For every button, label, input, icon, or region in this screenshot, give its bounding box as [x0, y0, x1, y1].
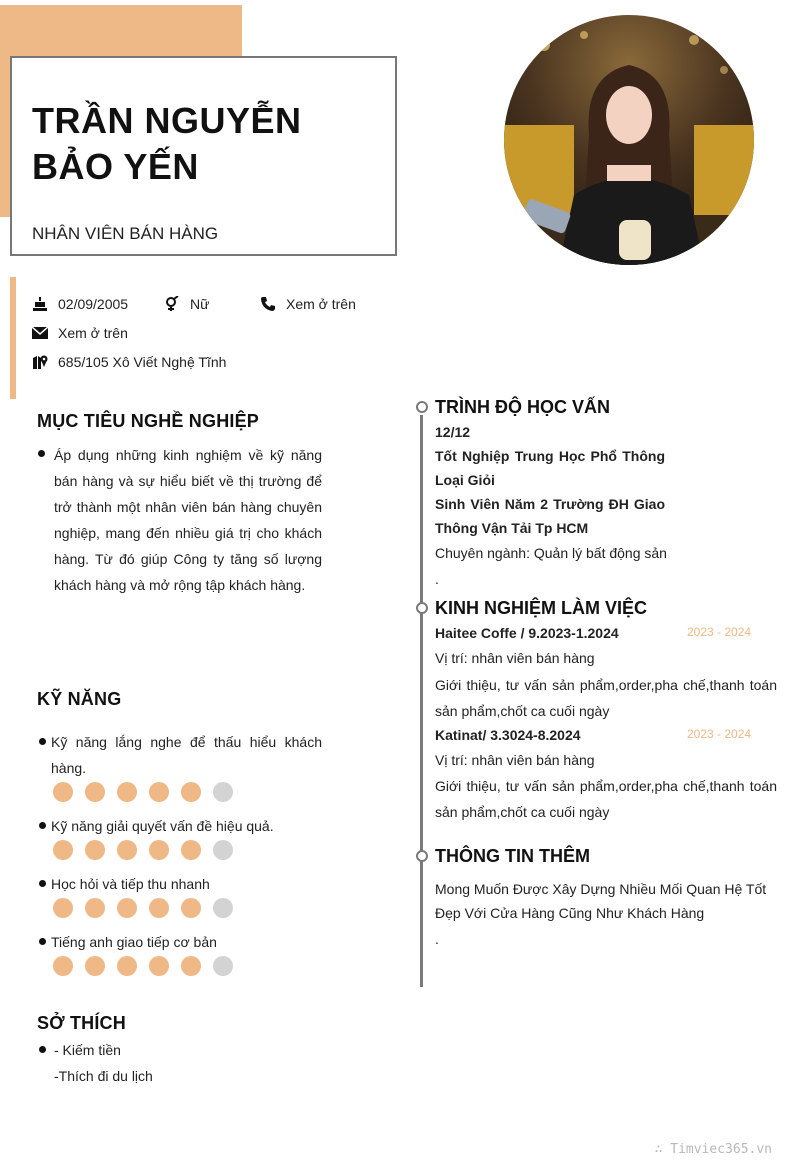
rating-dot-filled	[53, 782, 73, 802]
contact-address	[31, 353, 226, 371]
rating-dot-filled	[181, 956, 201, 976]
contact-gender	[163, 295, 209, 313]
job-description: Giới thiệu, tư vấn sản phẩm,order,pha chế,thanh toán sản phẩm,chốt ca cuối ngày	[435, 778, 777, 820]
additional-text: Mong Muốn Được Xây Dựng Nhiều Mối Quan Hệ Tốt Đẹp Với Cửa Hàng Cũng Như Khách Hàng	[435, 881, 767, 921]
skill-bullet	[39, 880, 46, 887]
contact-email	[31, 324, 128, 342]
education-heading: TRÌNH ĐỘ HỌC VẤN	[435, 397, 610, 417]
candidate-name: TRẦN NGUYỄN BẢO YẾN	[32, 100, 302, 187]
education-school: Tốt Nghiệp Trung Học Phổ Thông Loại Giỏi	[435, 448, 665, 488]
skill-bullet	[39, 938, 46, 945]
skill-rating	[53, 782, 233, 802]
education-grade: 12/12	[435, 424, 471, 440]
address-text: 685/105 Xô Viết Nghệ Tĩnh	[58, 354, 227, 370]
map-pin-icon	[31, 353, 49, 371]
skill-bullet	[39, 822, 46, 829]
envelope-icon	[31, 324, 49, 342]
hobby-bullet	[39, 1046, 46, 1053]
phone-text: Xem ở trên	[286, 296, 356, 312]
rating-dot-filled	[53, 956, 73, 976]
skill-label: Kỹ năng lắng nghe để thấu hiểu khách hàng.	[51, 734, 322, 776]
job-years: 2023 - 2024	[687, 727, 752, 741]
profile-photo	[504, 15, 754, 265]
rating-dot-empty	[213, 840, 233, 860]
rating-dot-filled	[53, 898, 73, 918]
rating-dot-filled	[181, 782, 201, 802]
skill-label: Học hỏi và tiếp thu nhanh	[51, 876, 210, 892]
rating-dot-filled	[149, 782, 169, 802]
job-description: Giới thiệu, tư vấn sản phẩm,order,pha chế,thanh toán sản phẩm,chốt ca cuối ngày	[435, 677, 777, 719]
name-box	[10, 56, 397, 256]
watermark: ∴ Timviec365.vn	[654, 1142, 772, 1157]
rating-dot-filled	[117, 840, 137, 860]
job-years: 2023 - 2024	[687, 625, 752, 639]
rating-dot-filled	[181, 898, 201, 918]
gender-text: Nữ	[190, 296, 210, 312]
rating-dot-filled	[85, 956, 105, 976]
skill-label: Kỹ năng giải quyết vấn đề hiệu quả.	[51, 818, 274, 834]
job-position: Vị trí: nhân viên bán hàng	[435, 752, 595, 768]
timeline-dot	[416, 850, 428, 862]
objective-text: Áp dụng những kinh nghiệm về kỹ năng bán hàng và sự hiểu biết về thị trường để trở thành một nhân viên bán hàng chuyên nghiệp, mang đến nhiều giá trị cho khách hàng. Từ đó giúp Công ty tăng số lượng khách hàng và mở rộng tập khách hàng.	[54, 447, 322, 593]
job-position: Vị trí: nhân viên bán hàng	[435, 650, 595, 666]
timeline-dot	[416, 602, 428, 614]
skill-rating	[53, 840, 233, 860]
cake-icon	[31, 295, 49, 313]
rating-dot-filled	[117, 782, 137, 802]
rating-dot-filled	[85, 782, 105, 802]
rating-dot-filled	[53, 840, 73, 860]
skill-bullet	[39, 738, 46, 745]
watermark-text: Timviec365.vn	[670, 1142, 772, 1157]
email-text: Xem ở trên	[58, 325, 128, 341]
rating-dot-empty	[213, 956, 233, 976]
education-major: Chuyên ngành: Quản lý bất động sản	[435, 545, 667, 561]
contact-phone	[259, 295, 356, 313]
rating-dot-empty	[213, 782, 233, 802]
skill-rating	[53, 898, 233, 918]
rating-dot-filled	[117, 956, 137, 976]
hobbies-heading: SỞ THÍCH	[37, 1013, 126, 1033]
job-title: NHÂN VIÊN BÁN HÀNG	[32, 224, 219, 243]
additional-trailing-dot: .	[435, 931, 439, 947]
rating-dot-filled	[117, 898, 137, 918]
skill-label: Tiếng anh giao tiếp cơ bản	[51, 934, 217, 950]
contact-accent-bar	[10, 277, 16, 399]
gender-icon	[163, 295, 181, 313]
skill-rating	[53, 956, 233, 976]
education-university: Sinh Viên Năm 2 Trường ĐH Giao Thông Vận Tải Tp HCM	[435, 496, 665, 536]
hobby-line: - Kiếm tiền	[54, 1042, 121, 1058]
objective-bullet	[38, 450, 45, 457]
job-company: Haitee Coffe / 9.2023-1.2024	[435, 625, 619, 641]
timeline-line	[420, 415, 423, 987]
skills-heading: KỸ NĂNG	[37, 689, 122, 709]
timeline-dot	[416, 401, 428, 413]
education-trailing-dot: .	[435, 571, 439, 587]
contact-birthday	[31, 295, 128, 313]
job-company: Katinat/ 3.3024-8.2024	[435, 727, 581, 743]
rating-dot-empty	[213, 898, 233, 918]
rating-dot-filled	[149, 956, 169, 976]
objective-heading: MỤC TIÊU NGHỀ NGHIỆP	[37, 411, 260, 431]
rating-dot-filled	[85, 840, 105, 860]
birthday-text: 02/09/2005	[58, 296, 129, 312]
additional-heading: THÔNG TIN THÊM	[435, 846, 590, 866]
rating-dot-filled	[181, 840, 201, 860]
rating-dot-filled	[149, 898, 169, 918]
hobby-line: -Thích đi du lịch	[54, 1068, 153, 1084]
rating-dot-filled	[149, 840, 169, 860]
experience-heading: KINH NGHIỆM LÀM VIỆC	[435, 598, 648, 618]
rating-dot-filled	[85, 898, 105, 918]
phone-icon	[259, 295, 277, 313]
